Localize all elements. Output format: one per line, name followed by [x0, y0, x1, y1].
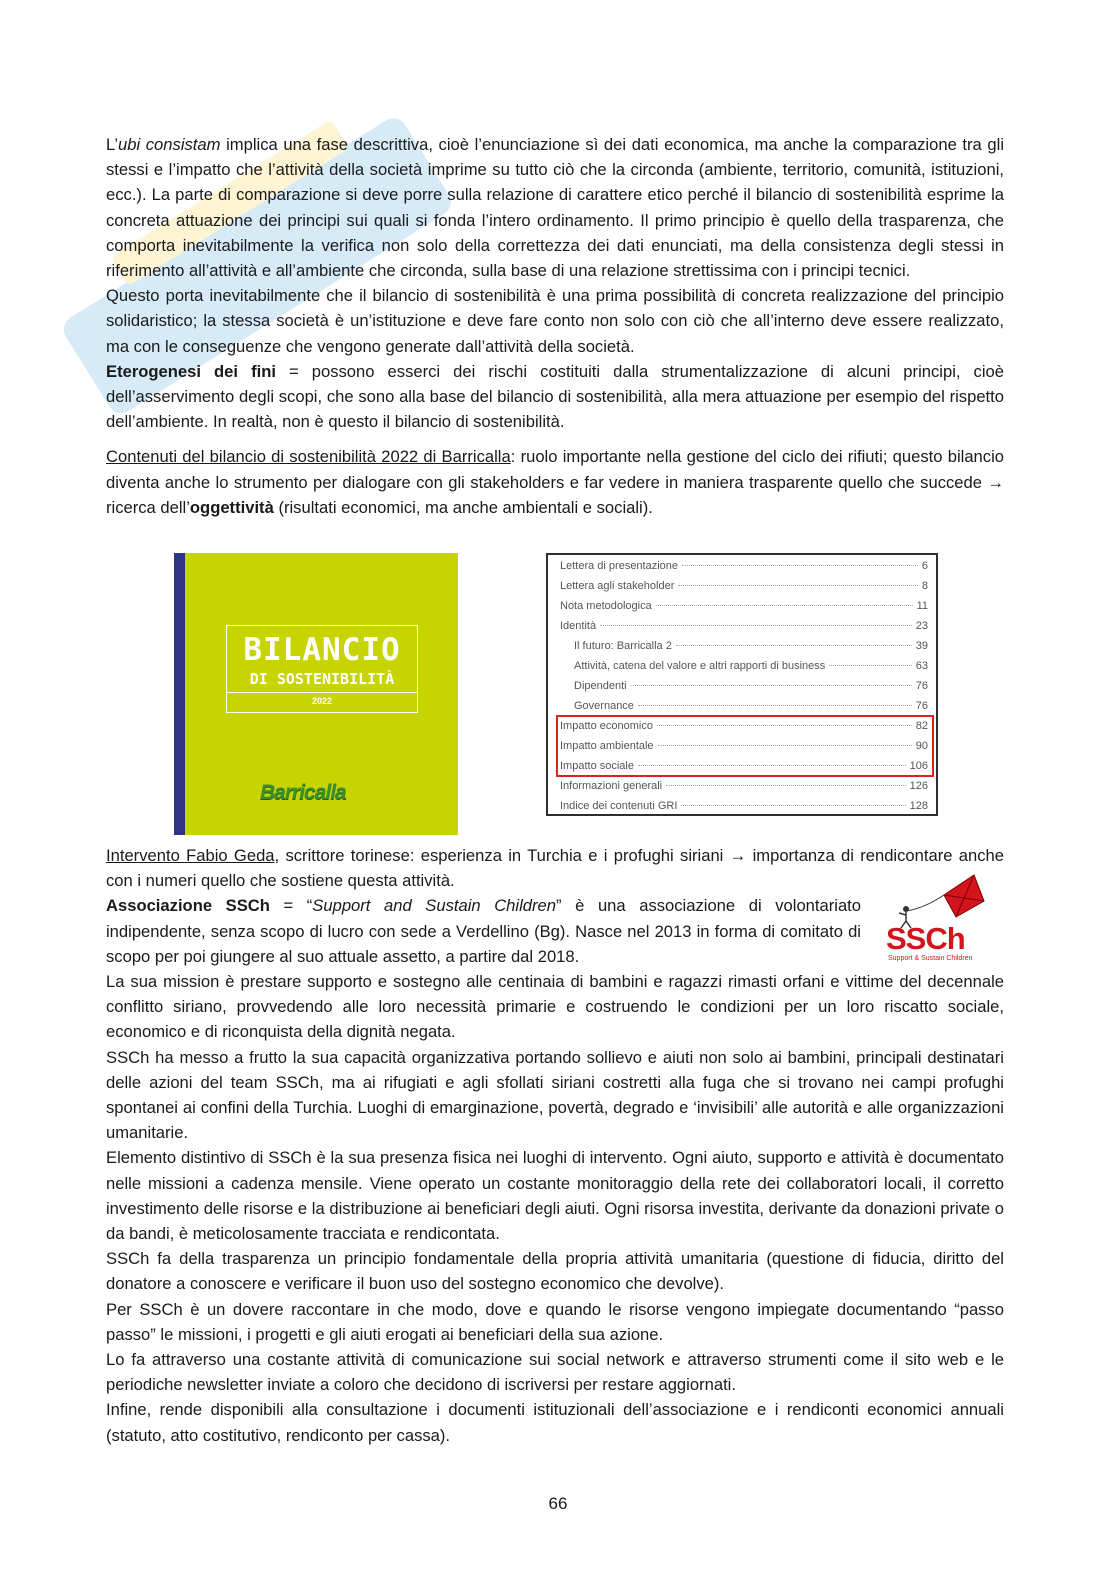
- toc-row-label: Impatto sociale: [560, 760, 634, 772]
- toc-row-label: Impatto economico: [560, 720, 653, 732]
- toc-row: [560, 620, 928, 636]
- paragraph-documenti: Infine, rende disponibili alla consultazione i documenti istituzionali dell’associazione e i rendiconti economici annuali (statuto, atto costitutivo, rendiconto per cassa).: [106, 1400, 1004, 1445]
- toc-row-label: Lettera agli stakeholder: [560, 580, 675, 592]
- toc-row-page: 90: [915, 740, 928, 752]
- toc-row-label: Governance: [574, 700, 634, 712]
- report-cover-image: [174, 553, 458, 835]
- toc-highlight-box: [556, 715, 934, 777]
- paragraph-organizzazione: SSCh ha messo a frutto la sua capacità organizzativa portando sollievo e aiuti non solo ai bambini, principali destinatari delle azioni del team SSCh, ma ai rifugiati e agli sfollati siriani costretti alla fuga che si trovano nei campi profughi spontanei ai confini della Turchia. Luoghi di emarginazione, povertà, degrado e ‘invisibili’ alle autorità e alle organizzazioni umanitarie.: [106, 1047, 1004, 1143]
- paragraph-trasparenza: SSCh fa della trasparenza un principio fondamentale della propria attività umanitaria (questione di fiducia, diritto del donatore a conoscere e verificare il buon uso del sostegno economico che devolve).: [106, 1249, 1004, 1294]
- page-number: 66: [548, 1494, 568, 1513]
- paragraph-ssch-intro: Associazione SSCh = “Support and Sustain Children” è una associazione di volontariato indipendente, senza scopo di lucro con sede a Verdellino (Bg). Nasce nel 2013 in forma di comitato di scopo per poi giungere al suo attuale assetto, a partire dal 2018.: [106, 896, 862, 966]
- toc-row-page: 23: [915, 620, 928, 632]
- paragraph-ubi-consistam: L’ubi consistam implica una fase descrittiva, cioè l’enunciazione sì dei dati economica, ma anche la comparazione tra gli stessi e l’impatto che l’attività della società imprime su tutto ciò che la circonda (ambiente, territorio, comunità, istituzioni, ecc.). La parte di comparazione si deve porre sulla relazione di carattere etico perché il bilancio di sostenibilità esprime la concreta attuazione dei principi sui quali si fonda l’intero ordinamento. Il primo principio è quello della trasparenza, che comporta inevitabilmente la verifica non solo della correttezza dei dati enunciati, ma della consistenza degli stessi in riferimento all’attività e all’ambiente che circonda, sulla base di una relazione strettissima con i principi tecnici.: [106, 135, 1005, 281]
- toc-row: [560, 600, 928, 616]
- toc-row-page: 11: [916, 600, 928, 612]
- toc-row-label: Attività, catena del valore e altri rapporti di business: [574, 660, 826, 672]
- cover-spine: [174, 553, 185, 835]
- toc-row-label: Il futuro: Barricalla 2: [574, 640, 672, 652]
- paragraph-presenza: Elemento distintivo di SSCh è la sua presenza fisica nei luoghi di intervento. Ogni aiuto, supporto e attività è documentato nelle missioni a cadenza mensile. Viene operato un costante monitoraggio della rete dei collaboratori locali, il corretto investimento delle risorse e la distribuzione ai beneficiari degli aiuti. Ogni risorsa investita, derivante da donazioni private o da bandi, è meticolosamente tracciata e rendicontata.: [106, 1148, 1004, 1244]
- toc-row-label: Identità: [560, 620, 597, 632]
- toc-row-label: Impatto ambientale: [560, 740, 654, 752]
- text-block-top: [106, 132, 1004, 520]
- paragraph-dovere: Per SSCh è un dovere raccontare in che modo, dove e quando le risorse vengono impiegate documentando “passo passo” le missioni, i progetti e gli aiuti erogati ai beneficiari della sua azione.: [106, 1299, 1004, 1344]
- cover-subtitle: DI SOSTENIBILITÀ: [249, 670, 395, 688]
- toc-row: [560, 800, 928, 816]
- toc-row-label: Lettera di presentazione: [560, 560, 679, 572]
- ssch-logo: [884, 873, 994, 963]
- toc-row-page: 6: [921, 560, 928, 572]
- toc-row-page: 126: [909, 780, 928, 792]
- text-block-bottom: [106, 843, 1004, 1448]
- paragraph-fabio-geda: Intervento Fabio Geda, scrittore torinese: esperienza in Turchia e i profughi siriani → importanza di rendicontare anche con i numeri quello che sostiene questa attività.: [106, 846, 1004, 891]
- table-of-contents-image: [546, 553, 938, 816]
- toc-row: [560, 580, 928, 596]
- cover-title-box: [226, 625, 418, 713]
- toc-row-label: Informazioni generali: [560, 780, 663, 792]
- toc-row-page: 39: [915, 640, 928, 652]
- toc-row-page: 63: [915, 660, 928, 672]
- barricalla-logo: Barricalla: [260, 781, 346, 804]
- ssch-tagline: Support & Sustain Children: [888, 955, 973, 962]
- toc-row-page: 76: [915, 680, 928, 692]
- toc-row: [574, 680, 928, 696]
- toc-row-page: 82: [915, 720, 928, 732]
- cover-year: 2022: [311, 696, 333, 706]
- toc-row-label: Indice dei contenuti GRI: [560, 800, 678, 812]
- paragraph-solidaristico: Questo porta inevitabilmente che il bilancio di sostenibilità è una prima possibilità di concreta realizzazione del principio solidaristico; la stessa società è un’istituzione e deve fare conto non solo con ciò che all’interno deve essere realizzato, ma con le conseguenze che vengono generate dall’attività della società.: [106, 286, 1004, 356]
- toc-row-page: 8: [921, 580, 928, 592]
- toc-row-page: 128: [909, 800, 928, 812]
- toc-row-page: 76: [915, 700, 928, 712]
- toc-row: [574, 660, 928, 676]
- toc-row: [574, 700, 928, 716]
- paragraph-barricalla: Contenuti del bilancio di sostenibilità 2022 di Barricalla: ruolo importante nella gestione del ciclo dei rifiuti; questo bilancio diventa anche lo strumento per dialogare con gli stakeholders e far vedere in maniera trasparente quello che succede → ricerca dell’oggettività (risultati economici, ma anche ambientali e sociali).: [106, 447, 1004, 517]
- toc-row-label: Dipendenti: [574, 680, 627, 692]
- ssch-wordmark: SSCh: [886, 921, 965, 956]
- toc-row-label: Nota metodologica: [560, 600, 652, 612]
- toc-row-page: 106: [909, 760, 928, 772]
- toc-row: [560, 560, 928, 576]
- toc-row: [574, 640, 928, 656]
- paragraph-mission: La sua mission è prestare supporto e sostegno alle centinaia di bambini e ragazzi rimasti orfani e vittime del decennale conflitto siriano, provvedendo alle loro necessità primarie e costruendo le condizioni per un loro riscatto sociale, economico e di riconquista della dignità negata.: [106, 972, 1004, 1042]
- cover-title: BILANCIO: [243, 632, 401, 668]
- paragraph-comunicazione: Lo fa attraverso una costante attività di comunicazione sui social network e attraverso strumenti come il sito web e le periodiche newsletter inviate a coloro che decidono di iscriversi per restare aggiornati.: [106, 1350, 1004, 1395]
- toc-row: [560, 780, 928, 796]
- paragraph-eterogenesi: Eterogenesi dei fini = possono esserci dei rischi costituiti dalla strumentalizzazione di alcuni principi, cioè dell’asservimento degli scopi, che sono alla base del bilancio di sostenibilità, alla mera attuazione per esempio del rispetto dell’ambiente. In realtà, non è questo il bilancio di sostenibilità.: [106, 361, 1004, 432]
